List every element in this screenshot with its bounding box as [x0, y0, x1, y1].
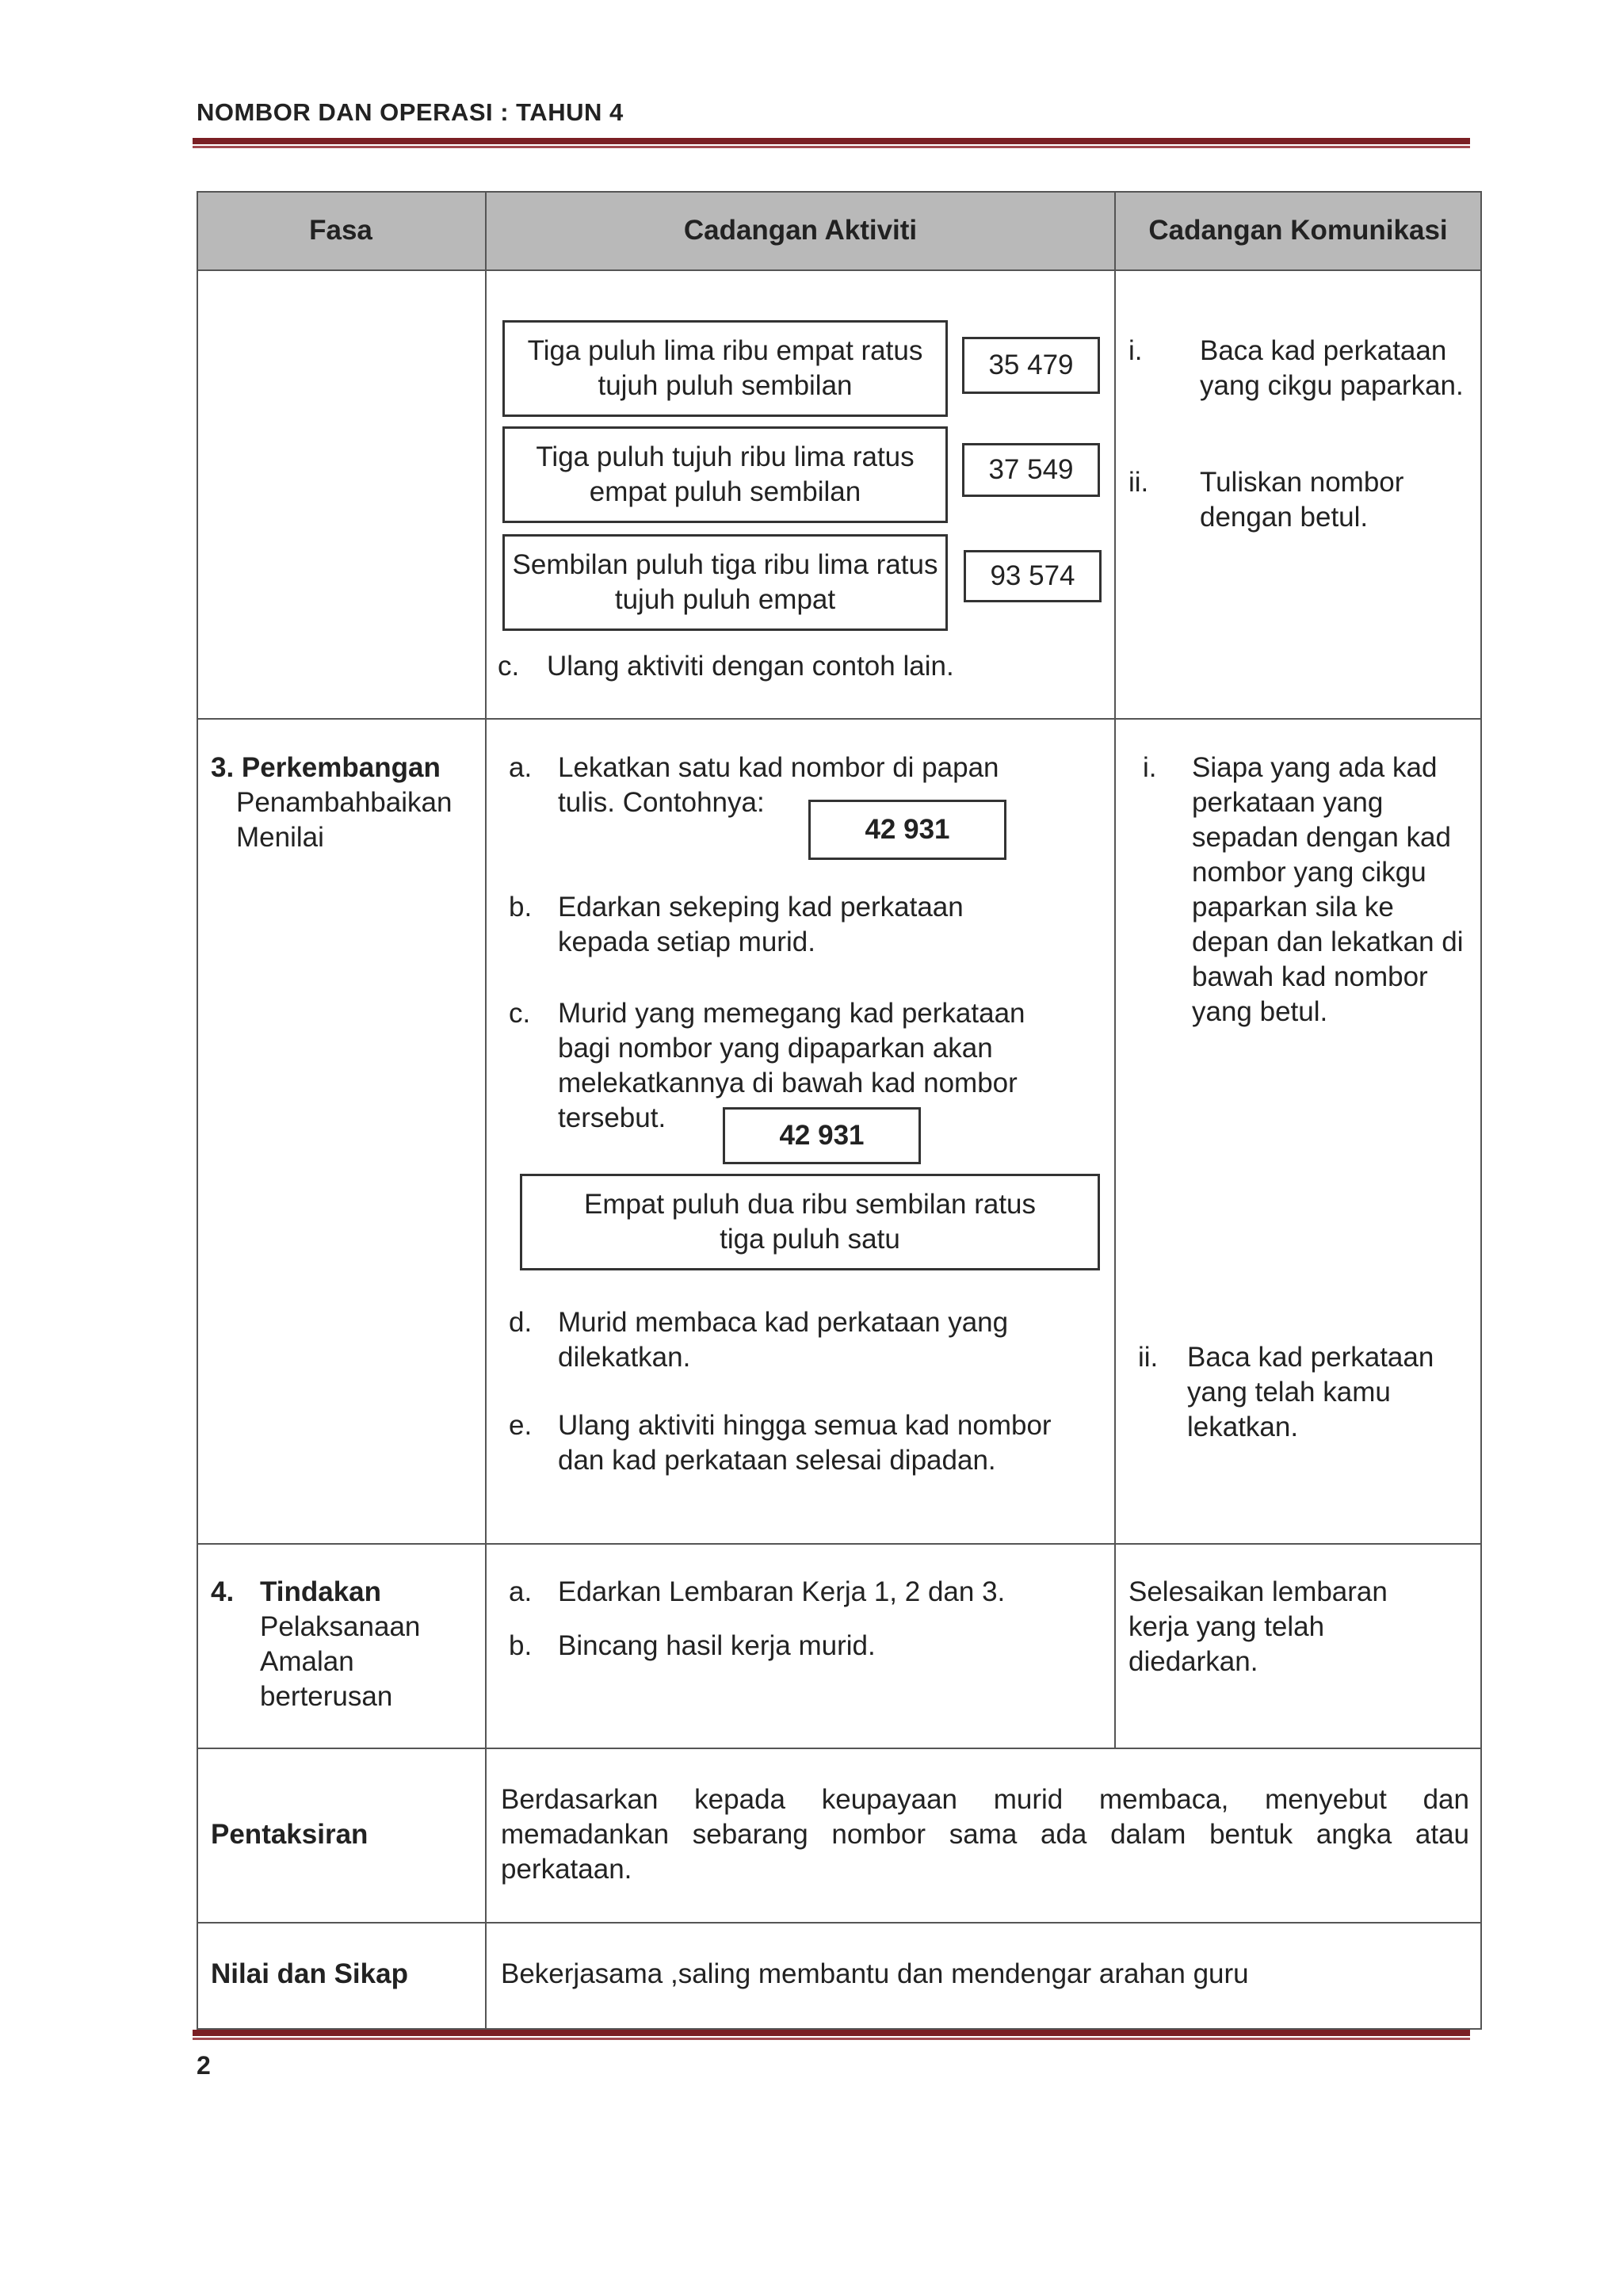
page-header-title: NOMBOR DAN OPERASI : TAHUN 4 — [197, 98, 624, 126]
column-divider — [485, 191, 487, 2030]
step-text: Ulang aktiviti dengan contoh lain. — [547, 651, 954, 682]
header-fasa: Fasa — [309, 215, 372, 246]
item-marker: i. — [1143, 752, 1157, 783]
item-text: Baca kad perkataan yang telah kamu lekatkan. — [1187, 1342, 1434, 1442]
step-marker: d. — [509, 1307, 533, 1338]
step-text: Edarkan sekeping kad perkataan kepada setiap murid. — [558, 892, 964, 957]
number-card-example: 42 931 — [723, 1107, 921, 1164]
phase-title: 3. Perkembangan — [211, 752, 441, 783]
word-card: Tiga puluh lima ribu empat ratus tujuh puluh sembilan — [502, 320, 948, 417]
number-card: 37 549 — [962, 443, 1100, 497]
table-border-left — [197, 191, 198, 2030]
lesson-table — [197, 191, 1482, 2030]
step-text: Lekatkan satu kad nombor di papan tulis. Contohnya: — [558, 752, 999, 818]
step-text: Edarkan Lembaran Kerja 1, 2 dan 3. — [558, 1576, 1006, 1607]
header-rule — [193, 138, 1470, 144]
phase-title: Tindakan — [260, 1576, 382, 1607]
number-card: 93 574 — [964, 550, 1102, 602]
assessment-label: Pentaksiran — [211, 1819, 369, 1850]
item-marker: i. — [1128, 335, 1143, 366]
values-label: Nilai dan Sikap — [211, 1958, 408, 1989]
step-marker: b. — [509, 1630, 533, 1661]
values-text: Bekerjasama ,saling membantu dan mendengar arahan guru — [501, 1958, 1249, 1989]
phase-subtitle: Penambahbaikan Menilai — [236, 787, 453, 853]
item-text: Siapa yang ada kad perkataan yang sepadan dengan kad nombor yang cikgu paparkan sila ke depan dan lekatkan di bawah kad nombor yang betul. — [1192, 752, 1464, 1027]
step-marker: a. — [509, 1576, 533, 1607]
item-marker: ii. — [1138, 1342, 1159, 1373]
column-divider — [1114, 191, 1116, 1749]
footer-rule — [193, 2030, 1470, 2036]
word-card: Tiga puluh tujuh ribu lima ratus empat puluh sembilan — [502, 426, 948, 523]
header-cadangan-aktiviti: Cadangan Aktiviti — [683, 215, 918, 246]
word-card: Sembilan puluh tiga ribu lima ratus tujuh puluh empat — [502, 534, 948, 631]
row-divider — [197, 1748, 1482, 1749]
row-divider — [197, 718, 1482, 720]
number-card: 35 479 — [962, 337, 1100, 394]
step-text: Ulang aktiviti hingga semua kad nombor dan kad perkataan selesai dipadan. — [558, 1410, 1052, 1476]
word-card-example: Empat puluh dua ribu sembilan ratus tiga puluh satu — [520, 1174, 1100, 1270]
step-marker: c. — [509, 998, 531, 1029]
item-text: Baca kad perkataan yang cikgu paparkan. — [1200, 335, 1464, 401]
table-border-right — [1480, 191, 1482, 2030]
step-text: Murid yang memegang kad perkataan bagi nombor yang dipaparkan akan melekatkannya di bawah kad nombor tersebut. — [558, 998, 1025, 1133]
header-rule-thin — [193, 146, 1470, 148]
row-divider — [197, 1922, 1482, 1924]
item-text: Tuliskan nombor dengan betul. — [1200, 467, 1404, 533]
step-text: Bincang hasil kerja murid. — [558, 1630, 876, 1661]
footer-rule-thin — [193, 2038, 1470, 2040]
step-marker: e. — [509, 1410, 533, 1441]
phase-marker: 4. — [211, 1576, 235, 1607]
step-marker: c. — [498, 651, 520, 682]
step-marker: a. — [509, 752, 533, 783]
communication-text: Selesaikan lembaran kerja yang telah diedarkan. — [1128, 1576, 1388, 1677]
header-cadangan-komunikasi: Cadangan Komunikasi — [1148, 215, 1448, 246]
page-number: 2 — [197, 2051, 211, 2080]
phase-subtitle: Pelaksanaan Amalan berterusan — [260, 1611, 421, 1712]
number-card-example: 42 931 — [808, 800, 1006, 860]
row-divider — [197, 1543, 1482, 1545]
assessment-text: Berdasarkan kepada keupayaan murid membaca, menyebut dan memadankan sebarang nombor sama ada dalam bentuk angka atau perkataan. — [501, 1784, 1469, 1885]
item-marker: ii. — [1128, 467, 1149, 498]
step-marker: b. — [509, 892, 533, 923]
step-text: Murid membaca kad perkataan yang dilekatkan. — [558, 1307, 1009, 1373]
